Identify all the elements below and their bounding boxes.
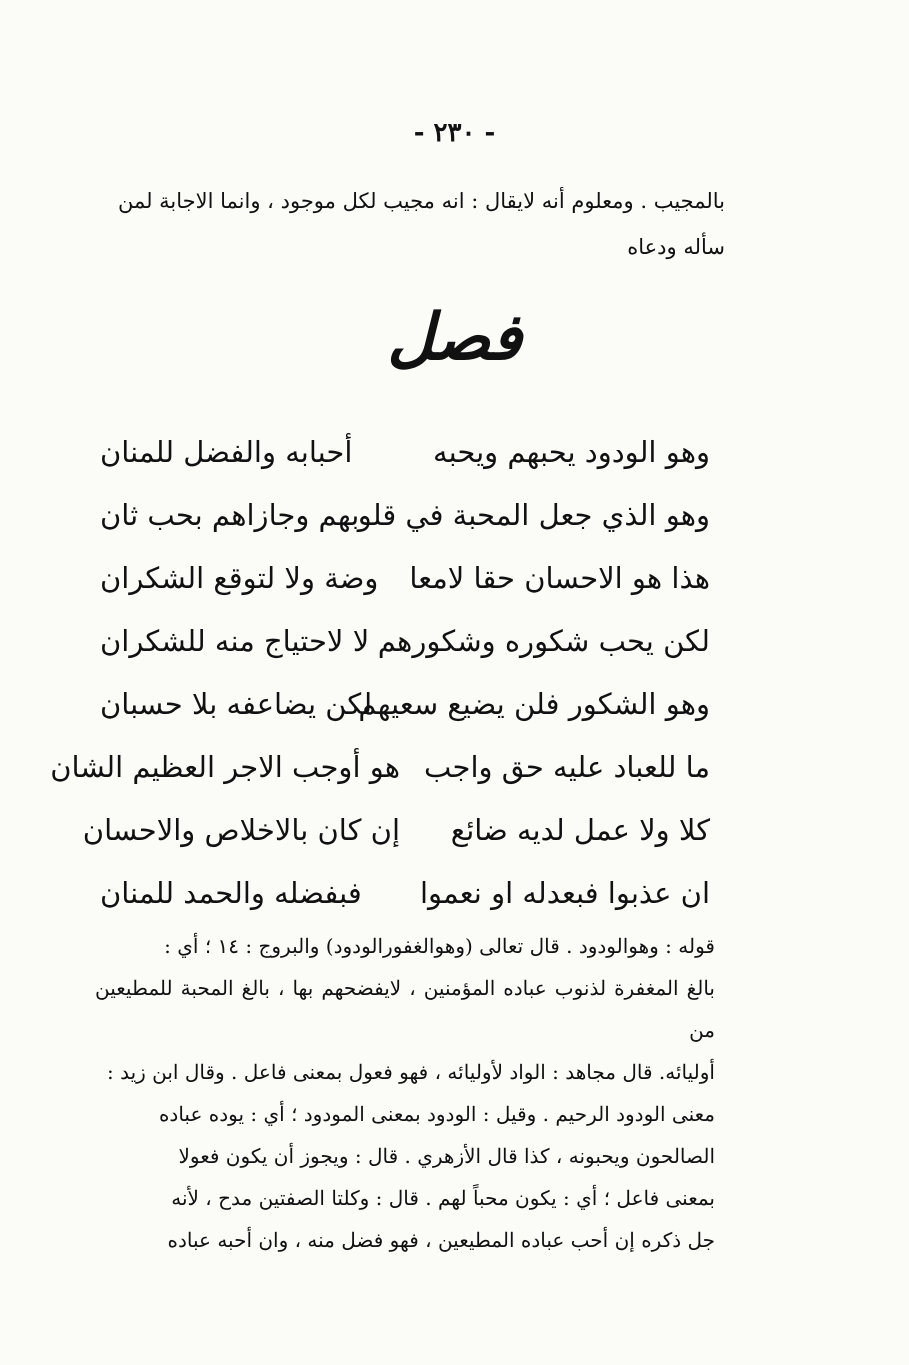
commentary <box>95 925 715 1261</box>
verse-first-hemistich: وهو الذي جعل المحبة في قلو <box>357 497 710 532</box>
commentary-line: بالغ المغفرة لذنوب عباده المؤمنين ، لايفضحهم بها ، بالغ المحبة للمطيعين من <box>95 976 715 1042</box>
verse-second-hemistich: بهم وجازاهم بحب ثان <box>100 497 360 532</box>
verse <box>100 609 710 672</box>
verse-first-hemistich: وهو الشكور فلن يضيع سعيهم <box>358 686 710 721</box>
page-number: - ٢٣٠ - <box>413 118 496 148</box>
verse <box>100 420 710 483</box>
verse-second-hemistich: هو أوجب الاجر العظيم الشان <box>50 749 400 784</box>
verse-second-hemistich: وضة ولا لتوقع الشكران <box>100 560 379 595</box>
verse <box>100 672 710 735</box>
intro-paragraph <box>95 178 725 270</box>
verse-first-hemistich: هذا هو الاحسان حقا لامعا <box>409 560 710 595</box>
commentary-line: قوله : وهوالودود . قال تعالى (وهوالغفورالودود) والبروج : ١٤ ؛ أي : <box>164 934 715 958</box>
verse-first-hemistich: وهو الودود يحبهم ويحبه <box>433 434 710 469</box>
verse <box>50 735 710 798</box>
verse-second-hemistich: أحبابه والفضل للمنان <box>100 434 353 469</box>
section-title: فصل <box>387 300 522 375</box>
commentary-line: جل ذكره إن أحب عباده المطيعين ، فهو فضل منه ، وان أحبه عباده <box>167 1228 715 1252</box>
verse-second-hemistich: لكن يضاعفه بلا حسبان <box>100 686 373 721</box>
commentary-line: أوليائه. قال مجاهد : الواد لأوليائه ، فهو فعول بمعنى فاعل . وقال ابن زيد : <box>106 1060 715 1084</box>
verse-first-hemistich: ان عذبوا فبعدله او نعموا <box>420 875 710 910</box>
verse <box>100 483 710 546</box>
verse-first-hemistich: ما للعباد عليه حق واجب <box>424 749 710 784</box>
intro-line: سأله ودعاه <box>627 235 725 259</box>
verse <box>100 546 710 609</box>
intro-line: بالمجيب . ومعلوم أنه لايقال : انه مجيب لكل موجود ، وانما الاجابة لمن <box>117 189 725 213</box>
verse-second-hemistich: إن كان بالاخلاص والاحسان <box>82 812 400 847</box>
verse <box>82 798 710 861</box>
commentary-line: معنى الودود الرحيم . وقيل : الودود بمعنى المودود ؛ أي : يوده عباده <box>158 1102 715 1126</box>
verse <box>100 861 710 924</box>
verse-first-hemistich: كلا ولا عمل لديه ضائع <box>450 812 710 847</box>
verse-second-hemistich: لا لاحتياج منه للشكران <box>100 623 370 658</box>
commentary-line: الصالحون ويحبونه ، كذا قال الأزهري . قال : ويجوز أن يكون فعولا <box>178 1144 715 1168</box>
commentary-line: بمعنى فاعل ؛ أي : يكون محباً لهم . قال : وكلتا الصفتين مدح ، لأنه <box>171 1186 715 1210</box>
verse-second-hemistich: فبفضله والحمد للمنان <box>100 875 362 910</box>
verse-first-hemistich: لكن يحب شكوره وشكورهم <box>377 623 710 658</box>
poem <box>50 420 710 924</box>
